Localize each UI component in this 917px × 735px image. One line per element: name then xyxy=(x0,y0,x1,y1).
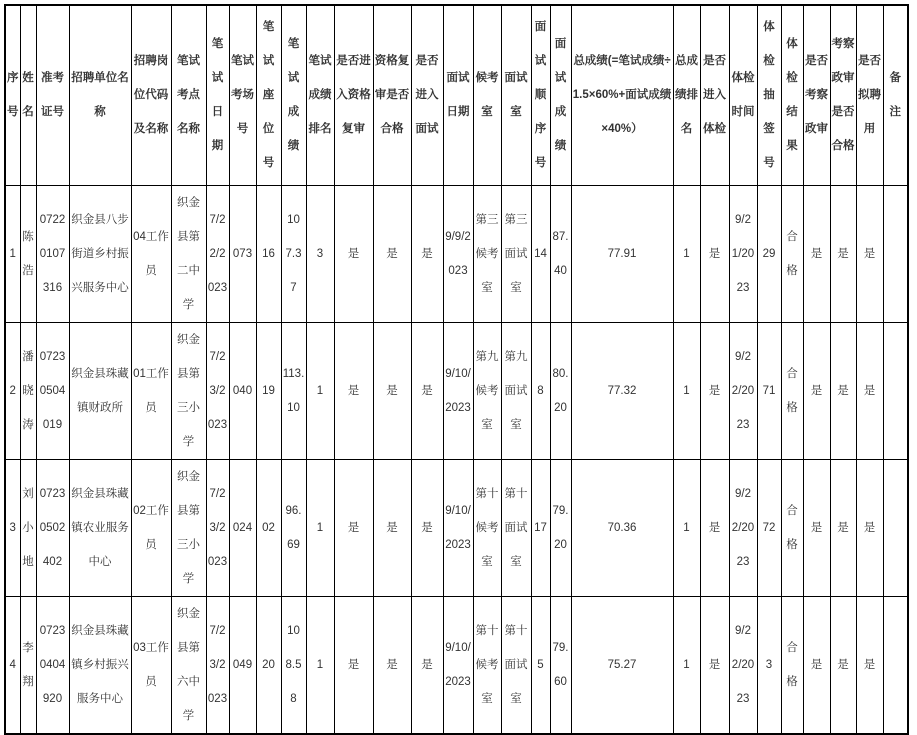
cell-physical-time: 9/22/2023 xyxy=(729,459,757,596)
cell-exam-site: 织金县第二中学 xyxy=(171,185,206,322)
cell-physical-lot-no: 29 xyxy=(757,185,781,322)
col-header-interview-score: 面试成绩 xyxy=(550,5,571,185)
cell-seat-no: 02 xyxy=(256,459,281,596)
cell-remarks xyxy=(883,459,908,596)
cell-enter-inspection: 是 xyxy=(803,185,830,322)
cell-interview-score: 79.60 xyxy=(550,596,571,734)
col-header-post-code-name: 招聘岗位代码及名称 xyxy=(131,5,171,185)
cell-name: 陈浩 xyxy=(20,185,36,322)
header-row xyxy=(5,5,908,185)
cell-seat-no: 20 xyxy=(256,596,281,734)
cell-interview-order-no: 8 xyxy=(531,322,550,459)
cell-exam-site: 织金县第三小学 xyxy=(171,459,206,596)
cell-enter-physical: 是 xyxy=(700,322,729,459)
cell-inspection-pass: 是 xyxy=(830,322,856,459)
col-header-unit-name: 招聘单位名称 xyxy=(69,5,131,185)
col-header-interview-room: 面试室 xyxy=(501,5,531,185)
col-header-written-rank: 笔试成绩排名 xyxy=(306,5,334,185)
cell-inspection-pass: 是 xyxy=(830,596,856,734)
col-header-waiting-room: 候考室 xyxy=(473,5,501,185)
col-header-total-rank: 总成绩排名 xyxy=(673,5,700,185)
cell-exam-room-no: 040 xyxy=(229,322,256,459)
cell-name: 潘晓涛 xyxy=(20,322,36,459)
cell-remarks xyxy=(883,596,908,734)
cell-physical-lot-no: 71 xyxy=(757,322,781,459)
cell-written-score: 96.69 xyxy=(281,459,306,596)
col-header-interview-order-no: 面试顺序号 xyxy=(531,5,550,185)
col-header-exam-site: 笔试考点名称 xyxy=(171,5,206,185)
table-row xyxy=(5,596,908,734)
cell-post-code-name: 04工作员 xyxy=(131,185,171,322)
cell-written-score: 113.10 xyxy=(281,322,306,459)
cell-enter-requalification: 是 xyxy=(334,459,373,596)
cell-ticket-no: 07230504019 xyxy=(36,322,69,459)
cell-interview-date: 9/10/2023 xyxy=(443,459,473,596)
cell-written-date: 7/23/2023 xyxy=(206,596,229,734)
table-row xyxy=(5,459,908,596)
cell-total-score: 70.36 xyxy=(571,459,673,596)
cell-enter-interview: 是 xyxy=(411,596,443,734)
col-header-remarks: 备注 xyxy=(883,5,908,185)
cell-enter-requalification: 是 xyxy=(334,185,373,322)
col-header-physical-lot-no: 体检抽签号 xyxy=(757,5,781,185)
cell-exam-site: 织金县第六中学 xyxy=(171,596,206,734)
cell-seq: 2 xyxy=(5,322,20,459)
col-header-enter-interview: 是否进入面试 xyxy=(411,5,443,185)
cell-requalification-pass: 是 xyxy=(373,322,411,459)
cell-name: 刘小地 xyxy=(20,459,36,596)
cell-physical-result: 合格 xyxy=(781,185,803,322)
cell-requalification-pass: 是 xyxy=(373,596,411,734)
col-header-written-date: 笔试日期 xyxy=(206,5,229,185)
cell-inspection-pass: 是 xyxy=(830,185,856,322)
col-header-physical-result: 体检结果 xyxy=(781,5,803,185)
cell-total-score: 77.91 xyxy=(571,185,673,322)
cell-unit-name: 织金县珠藏镇乡村振兴服务中心 xyxy=(69,596,131,734)
cell-seat-no: 16 xyxy=(256,185,281,322)
cell-interview-order-no: 14 xyxy=(531,185,550,322)
cell-enter-interview: 是 xyxy=(411,459,443,596)
cell-total-score: 75.27 xyxy=(571,596,673,734)
cell-requalification-pass: 是 xyxy=(373,185,411,322)
col-header-enter-physical: 是否进入体检 xyxy=(700,5,729,185)
cell-to-hire: 是 xyxy=(856,459,883,596)
col-header-interview-date: 面试日期 xyxy=(443,5,473,185)
cell-physical-result: 合格 xyxy=(781,459,803,596)
cell-enter-interview: 是 xyxy=(411,185,443,322)
cell-physical-result: 合格 xyxy=(781,596,803,734)
cell-written-rank: 1 xyxy=(306,596,334,734)
col-header-name: 姓名 xyxy=(20,5,36,185)
cell-interview-date: 9/10/2023 xyxy=(443,322,473,459)
cell-interview-room: 第三面试室 xyxy=(501,185,531,322)
cell-seq: 4 xyxy=(5,596,20,734)
cell-enter-interview: 是 xyxy=(411,322,443,459)
cell-enter-inspection: 是 xyxy=(803,596,830,734)
cell-waiting-room: 第九候考室 xyxy=(473,322,501,459)
cell-interview-score: 87.40 xyxy=(550,185,571,322)
cell-total-rank: 1 xyxy=(673,185,700,322)
cell-remarks xyxy=(883,185,908,322)
table-row xyxy=(5,185,908,322)
col-header-to-hire: 是否拟聘用 xyxy=(856,5,883,185)
cell-written-rank: 3 xyxy=(306,185,334,322)
cell-interview-order-no: 5 xyxy=(531,596,550,734)
cell-enter-physical: 是 xyxy=(700,459,729,596)
cell-name: 李翔 xyxy=(20,596,36,734)
cell-interview-room: 第十面试室 xyxy=(501,596,531,734)
cell-remarks xyxy=(883,322,908,459)
cell-interview-room: 第九面试室 xyxy=(501,322,531,459)
cell-seq: 1 xyxy=(5,185,20,322)
cell-interview-date: 9/10/2023 xyxy=(443,596,473,734)
col-header-exam-room-no: 笔试考场号 xyxy=(229,5,256,185)
col-header-seat-no: 笔试座位号 xyxy=(256,5,281,185)
table-row xyxy=(5,322,908,459)
col-header-enter-inspection: 是否考察政审 xyxy=(803,5,830,185)
cell-ticket-no: 07230404920 xyxy=(36,596,69,734)
cell-seq: 3 xyxy=(5,459,20,596)
cell-enter-requalification: 是 xyxy=(334,596,373,734)
cell-total-rank: 1 xyxy=(673,322,700,459)
cell-post-code-name: 03工作员 xyxy=(131,596,171,734)
cell-interview-room: 第十面试室 xyxy=(501,459,531,596)
cell-physical-time: 9/21/2023 xyxy=(729,185,757,322)
col-header-inspection-pass: 考察政审是否合格 xyxy=(830,5,856,185)
cell-written-rank: 1 xyxy=(306,459,334,596)
cell-written-rank: 1 xyxy=(306,322,334,459)
cell-exam-site: 织金县第三小学 xyxy=(171,322,206,459)
col-header-requalification-pass: 资格复审是否合格 xyxy=(373,5,411,185)
cell-interview-date: 9/9/2023 xyxy=(443,185,473,322)
cell-unit-name: 织金县珠藏镇财政所 xyxy=(69,322,131,459)
cell-written-date: 7/22/2023 xyxy=(206,185,229,322)
cell-waiting-room: 第十候考室 xyxy=(473,596,501,734)
cell-requalification-pass: 是 xyxy=(373,459,411,596)
cell-physical-lot-no: 72 xyxy=(757,459,781,596)
cell-physical-time: 9/22/2023 xyxy=(729,596,757,734)
cell-interview-score: 79.20 xyxy=(550,459,571,596)
col-header-written-score: 笔试成绩 xyxy=(281,5,306,185)
cell-seat-no: 19 xyxy=(256,322,281,459)
cell-unit-name: 织金县八步街道乡村振兴服务中心 xyxy=(69,185,131,322)
cell-physical-result: 合格 xyxy=(781,322,803,459)
cell-total-rank: 1 xyxy=(673,596,700,734)
cell-inspection-pass: 是 xyxy=(830,459,856,596)
cell-to-hire: 是 xyxy=(856,596,883,734)
cell-written-score: 107.37 xyxy=(281,185,306,322)
col-header-total-score: 总成绩(=笔试成绩÷1.5×60%+面试成绩×40%） xyxy=(571,5,673,185)
cell-physical-time: 9/22/2023 xyxy=(729,322,757,459)
cell-waiting-room: 第三候考室 xyxy=(473,185,501,322)
cell-enter-inspection: 是 xyxy=(803,322,830,459)
cell-post-code-name: 01工作员 xyxy=(131,322,171,459)
col-header-seq: 序号 xyxy=(5,5,20,185)
cell-to-hire: 是 xyxy=(856,185,883,322)
cell-interview-score: 80.20 xyxy=(550,322,571,459)
cell-waiting-room: 第十候考室 xyxy=(473,459,501,596)
cell-ticket-no: 07230502402 xyxy=(36,459,69,596)
cell-written-date: 7/23/2023 xyxy=(206,322,229,459)
cell-to-hire: 是 xyxy=(856,322,883,459)
col-header-physical-time: 体检时间 xyxy=(729,5,757,185)
cell-enter-requalification: 是 xyxy=(334,322,373,459)
cell-post-code-name: 02工作员 xyxy=(131,459,171,596)
cell-enter-inspection: 是 xyxy=(803,459,830,596)
cell-exam-room-no: 073 xyxy=(229,185,256,322)
cell-interview-order-no: 17 xyxy=(531,459,550,596)
recruitment-results-table xyxy=(4,4,909,735)
cell-unit-name: 织金县珠藏镇农业服务中心 xyxy=(69,459,131,596)
cell-exam-room-no: 024 xyxy=(229,459,256,596)
cell-exam-room-no: 049 xyxy=(229,596,256,734)
cell-physical-lot-no: 3 xyxy=(757,596,781,734)
cell-total-rank: 1 xyxy=(673,459,700,596)
cell-total-score: 77.32 xyxy=(571,322,673,459)
cell-written-date: 7/23/2023 xyxy=(206,459,229,596)
cell-enter-physical: 是 xyxy=(700,596,729,734)
col-header-enter-requalification: 是否进入资格复审 xyxy=(334,5,373,185)
cell-written-score: 108.58 xyxy=(281,596,306,734)
col-header-ticket-no: 准考证号 xyxy=(36,5,69,185)
cell-ticket-no: 07220107316 xyxy=(36,185,69,322)
cell-enter-physical: 是 xyxy=(700,185,729,322)
